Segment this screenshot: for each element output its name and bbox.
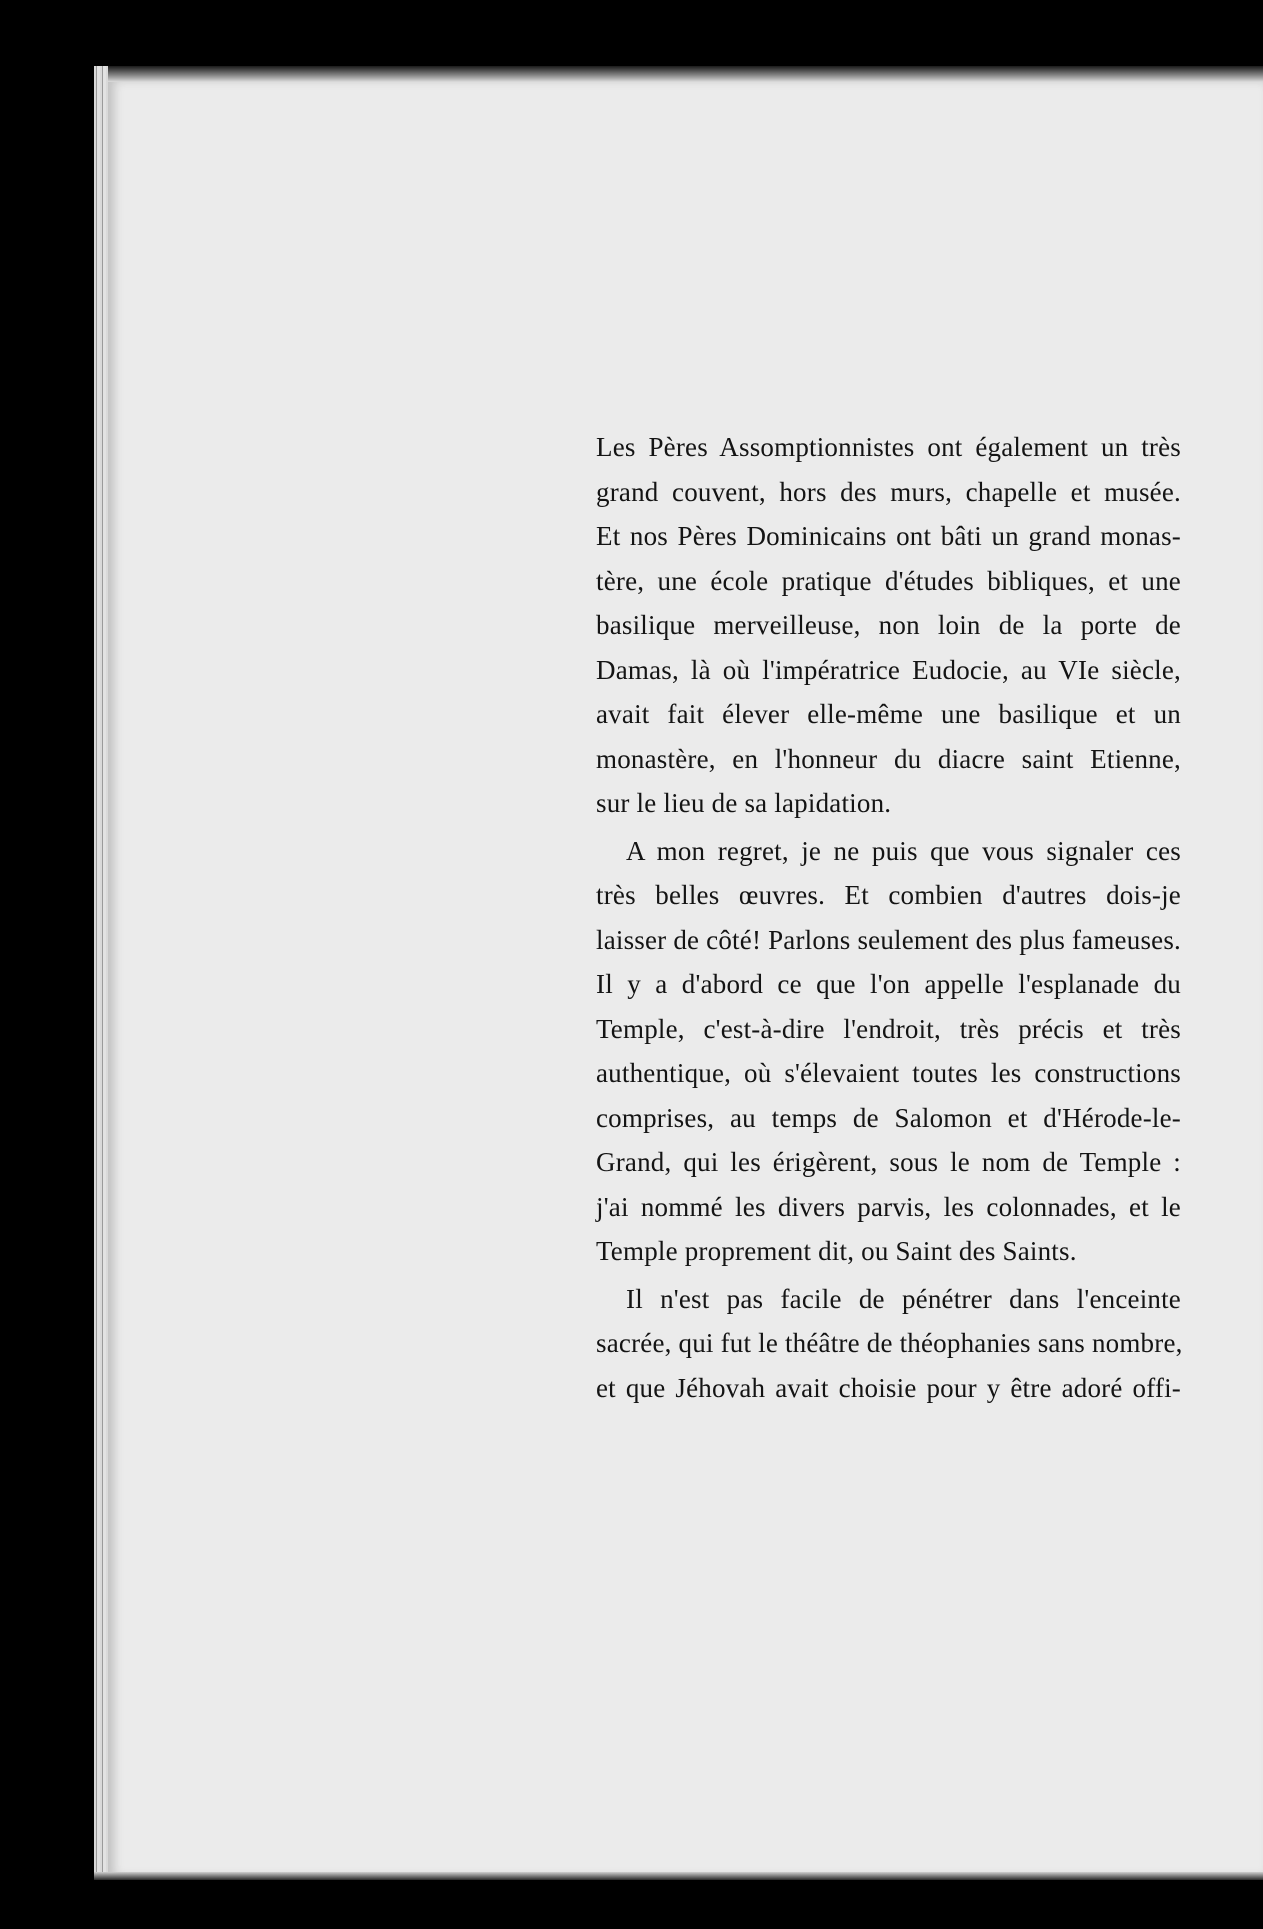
text-line: comprises, au temps de Salomon et d'Hérode-le- xyxy=(596,1102,1181,1133)
text-line: Les Pères Assomptionnistes ont également un très xyxy=(596,432,1181,462)
text-line: sacrée, qui fut le théâtre de théophanies sans nombre, xyxy=(596,1328,1183,1358)
text-line: tère, une école pratique d'études bibliques, et une xyxy=(596,565,1181,596)
text-line: très belles œuvres. Et combien d'autres dois-je xyxy=(596,880,1181,910)
text-line: Grand, qui les érigèrent, sous le nom de Temple : xyxy=(596,1147,1181,1177)
page-top-edge xyxy=(108,66,1263,82)
text-line: Temple, c'est-à-dire l'endroit, très précis et très xyxy=(596,1013,1181,1044)
text-line: Et nos Pères Dominicains ont bâti un grand monas- xyxy=(596,521,1181,551)
text-line: Temple proprement dit, ou Saint des Saints. xyxy=(596,1236,1077,1266)
text-line: grand couvent, hors des murs, chapelle et musée. xyxy=(596,476,1181,507)
text-line: sur le lieu de sa lapidation. xyxy=(596,788,892,818)
text-line: j'ai nommé les divers parvis, les colonnades, et le xyxy=(596,1191,1181,1222)
body-text xyxy=(596,425,1181,1410)
text-line: et que Jéhovah avait choisie pour y être adoré offi- xyxy=(596,1372,1181,1403)
text-line: laisser de côté! Parlons seulement des plus fameuses. xyxy=(596,924,1181,955)
text-line: Damas, là où l'impératrice Eudocie, au VIe siècle, xyxy=(596,654,1181,685)
text-line: avait fait élever elle-même une basilique et un xyxy=(596,699,1181,729)
text-line: A mon regret, je ne puis que vous signaler ces xyxy=(626,835,1181,866)
page-bottom-edge xyxy=(94,1872,1263,1880)
text-line: Il n'est pas facile de pénétrer dans l'enceinte xyxy=(626,1283,1181,1314)
text-line: basilique merveilleuse, non loin de la porte de xyxy=(596,610,1181,640)
text-line: Il y a d'abord ce que l'on appelle l'esplanade du xyxy=(596,969,1181,999)
text-line: monastère, en l'honneur du diacre saint Etienne, xyxy=(596,743,1181,774)
text-line: authentique, où s'élevaient toutes les constructions xyxy=(596,1058,1181,1088)
